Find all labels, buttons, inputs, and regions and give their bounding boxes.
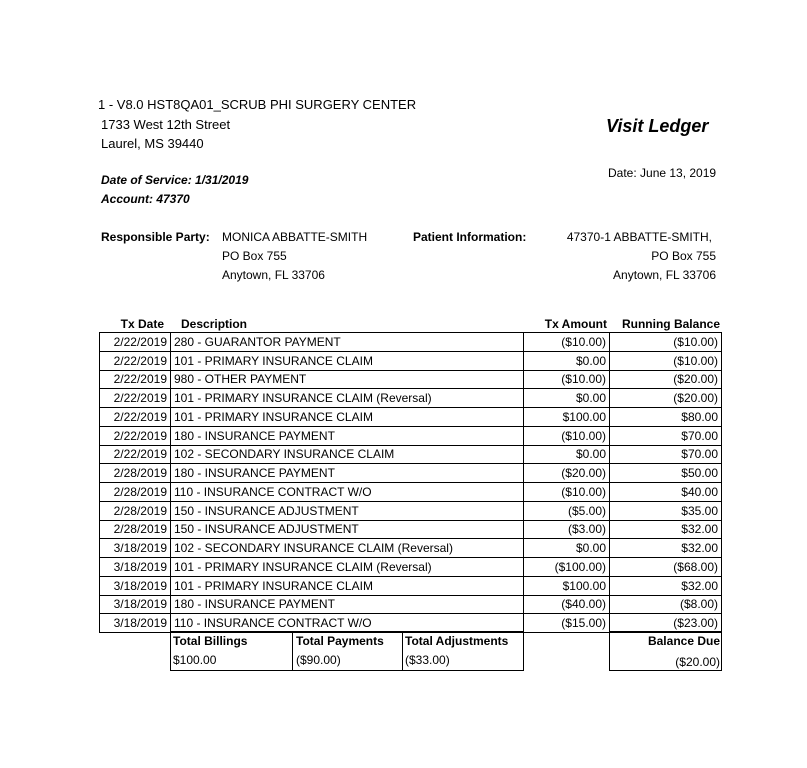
cell-tx-date: 2/28/2019	[99, 520, 171, 539]
cell-tx-amount: ($10.00)	[523, 482, 610, 502]
cell-description: 101 - PRIMARY INSURANCE CLAIM (Reversal)	[170, 388, 524, 408]
cell-description: 101 - PRIMARY INSURANCE CLAIM	[170, 576, 524, 596]
cell-running-balance: ($20.00)	[609, 388, 722, 408]
cell-tx-amount: $100.00	[523, 576, 610, 596]
cell-running-balance: $32.00	[609, 520, 722, 539]
cell-tx-date: 2/28/2019	[99, 463, 171, 483]
cell-description: 280 - GUARANTOR PAYMENT	[170, 332, 524, 352]
cell-tx-date: 2/22/2019	[99, 445, 171, 464]
cell-description: 102 - SECONDARY INSURANCE CLAIM	[170, 445, 524, 464]
cell-description: 980 - OTHER PAYMENT	[170, 370, 524, 389]
cell-running-balance: $40.00	[609, 482, 722, 502]
cell-tx-amount: $0.00	[523, 388, 610, 408]
cell-running-balance: $70.00	[609, 445, 722, 464]
organization-city-state: Laurel, MS 39440	[101, 136, 204, 151]
patient-address2: Anytown, FL 33706	[613, 268, 716, 282]
cell-description: 180 - INSURANCE PAYMENT	[170, 426, 524, 446]
cell-tx-amount: ($40.00)	[523, 595, 610, 614]
cell-tx-date: 3/18/2019	[99, 576, 171, 596]
cell-description: 102 - SECONDARY INSURANCE CLAIM (Reversal)	[170, 538, 524, 558]
responsible-party-address1: PO Box 755	[222, 249, 287, 263]
date-of-service: Date of Service: 1/31/2019	[101, 173, 249, 187]
cell-running-balance: $32.00	[609, 538, 722, 558]
cell-description: 110 - INSURANCE CONTRACT W/O	[170, 482, 524, 502]
cell-running-balance: ($68.00)	[609, 557, 722, 577]
column-header-description: Description	[181, 317, 248, 331]
cell-running-balance: ($10.00)	[609, 332, 722, 352]
cell-description: 101 - PRIMARY INSURANCE CLAIM	[170, 407, 524, 427]
cell-running-balance: $50.00	[609, 463, 722, 483]
cell-tx-date: 2/22/2019	[99, 388, 171, 408]
cell-tx-amount: $0.00	[523, 445, 610, 464]
report-date: Date: June 13, 2019	[608, 166, 717, 180]
cell-running-balance: ($23.00)	[609, 613, 722, 633]
cell-running-balance: $80.00	[609, 407, 722, 427]
cell-tx-amount: ($100.00)	[523, 557, 610, 577]
cell-description: 150 - INSURANCE ADJUSTMENT	[170, 501, 524, 521]
column-header-tx-date: Tx Date	[120, 317, 164, 331]
cell-running-balance: ($10.00)	[609, 351, 722, 371]
cell-tx-amount: $0.00	[523, 538, 610, 558]
responsible-party-name: MONICA ABBATTE-SMITH	[222, 230, 368, 244]
cell-tx-amount: ($10.00)	[523, 332, 610, 352]
cell-tx-date: 2/22/2019	[99, 370, 171, 389]
balance-due-value: ($20.00)	[675, 655, 720, 669]
cell-tx-date: 3/18/2019	[99, 538, 171, 558]
cell-tx-date: 2/22/2019	[99, 426, 171, 446]
organization-street: 1733 West 12th Street	[101, 117, 231, 132]
column-header-tx-amount: Tx Amount	[544, 317, 607, 331]
cell-tx-amount: ($3.00)	[523, 520, 610, 539]
cell-tx-amount: ($20.00)	[523, 463, 610, 483]
responsible-party-address2: Anytown, FL 33706	[222, 268, 325, 282]
cell-tx-amount: $0.00	[523, 351, 610, 371]
cell-running-balance: $70.00	[609, 426, 722, 446]
account-number: Account: 47370	[101, 192, 190, 206]
organization-name: 1 - V8.0 HST8QA01_SCRUB PHI SURGERY CENTER	[98, 97, 417, 112]
cell-tx-amount: ($5.00)	[523, 501, 610, 521]
page-title: Visit Ledger	[606, 116, 709, 136]
cell-tx-date: 2/22/2019	[99, 351, 171, 371]
cell-description: 180 - INSURANCE PAYMENT	[170, 595, 524, 614]
total-adjustments-value: ($33.00)	[405, 653, 450, 667]
total-adjustments-label: Total Adjustments	[405, 634, 509, 648]
cell-description: 101 - PRIMARY INSURANCE CLAIM	[170, 351, 524, 371]
cell-running-balance: ($20.00)	[609, 370, 722, 389]
total-billings-label: Total Billings	[173, 634, 248, 648]
cell-tx-date: 2/28/2019	[99, 501, 171, 521]
total-payments-label: Total Payments	[296, 634, 384, 648]
cell-description: 150 - INSURANCE ADJUSTMENT	[170, 520, 524, 539]
balance-due-label: Balance Due	[647, 634, 720, 648]
patient-information-label: Patient Information:	[413, 230, 527, 244]
cell-tx-amount: ($15.00)	[523, 613, 610, 633]
cell-description: 101 - PRIMARY INSURANCE CLAIM (Reversal)	[170, 557, 524, 577]
cell-tx-amount: ($10.00)	[523, 426, 610, 446]
patient-name: 47370-1 ABBATTE-SMITH,	[566, 230, 712, 244]
total-payments-value: ($90.00)	[296, 653, 341, 667]
cell-description: 180 - INSURANCE PAYMENT	[170, 463, 524, 483]
responsible-party-label: Responsible Party:	[101, 230, 210, 244]
cell-running-balance: ($8.00)	[609, 595, 722, 614]
cell-tx-date: 2/22/2019	[99, 332, 171, 352]
cell-description: 110 - INSURANCE CONTRACT W/O	[170, 613, 524, 633]
total-billings-value: $100.00	[173, 653, 217, 667]
cell-tx-amount: $100.00	[523, 407, 610, 427]
cell-tx-date: 2/22/2019	[99, 407, 171, 427]
patient-address1: PO Box 755	[651, 249, 716, 263]
cell-tx-date: 2/28/2019	[99, 482, 171, 502]
cell-running-balance: $32.00	[609, 576, 722, 596]
cell-tx-date: 3/18/2019	[99, 613, 171, 633]
cell-tx-date: 3/18/2019	[99, 595, 171, 614]
cell-running-balance: $35.00	[609, 501, 722, 521]
cell-tx-amount: ($10.00)	[523, 370, 610, 389]
cell-tx-date: 3/18/2019	[99, 557, 171, 577]
column-header-running-balance: Running Balance	[621, 317, 720, 331]
